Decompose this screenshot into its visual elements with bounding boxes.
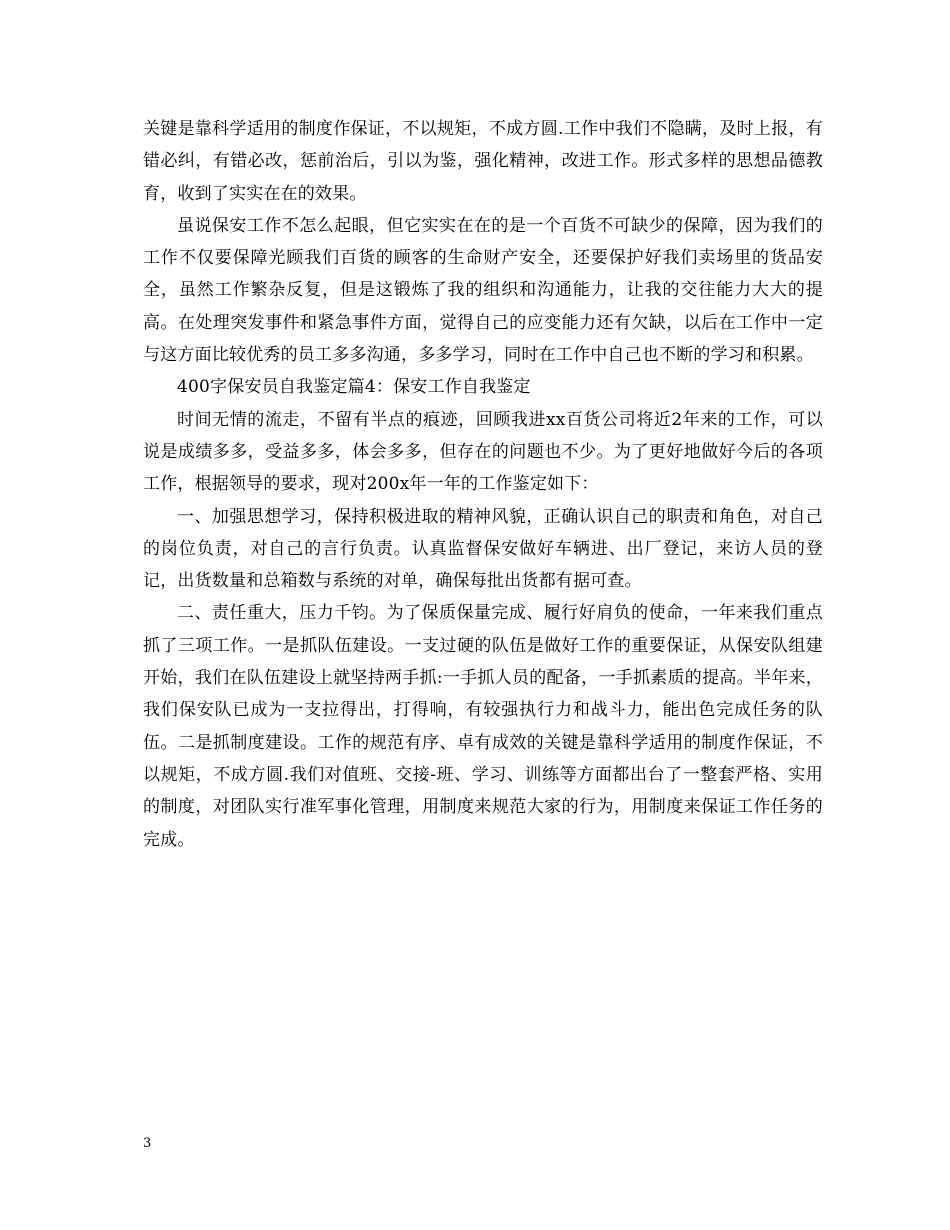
page-number: 3 xyxy=(143,1136,152,1151)
paragraph-point-two: 二、责任重大，压力千钧。为了保质保量完成、履行好肩负的使命，一年来我们重点抓了三项工作。一是抓队伍建设。一支过硬的队伍是做好工作的重要保证，从保安队组建开始，我们在队伍建设上就坚持两手抓:一手抓人员的配备，一手抓素质的提高。半年来，我们保安队已成为一支拉得出，打得响，有较强执行力和战斗力，能出色完成任务的队伍。二是抓制度建设。工作的规范有序、卓有成效的关键是靠科学适用的制度作保证，不以规矩，不成方圆.我们对值班、交接-班、学习、训练等方面都出台了一整套严格、实用的制度，对团队实行准军事化管理，用制度来规范大家的行为，用制度来保证工作任务的完成。 xyxy=(143,603,823,850)
paragraph-security-work-reflection: 虽说保安工作不怎么起眼，但它实实在在的是一个百货不可缺少的保障，因为我们的工作不仅要保障光顾我们百货的顾客的生命财产安全，还要保护好我们卖场里的货品安全，虽然工作繁杂反复，但是这锻炼了我的组织和沟通能力，让我的交往能力大大的提高。在处理突发事件和紧急事件方面，觉得自己的应变能力还有欠缺，以后在工作中一定与这方面比较优秀的员工多多沟通，多多学习，同时在工作中自己也不断的学习和积累。 xyxy=(143,215,823,366)
paragraph-point-one: 一、加强思想学习，保持积极进取的精神风貌，正确认识自己的职责和角色，对自己的岗位负责，对自己的言行负责。认真监督保安做好车辆进、出厂登记，来访人员的登记，出货数量和总箱数与系统的对单，确保每批出货都有据可查。 xyxy=(143,506,823,592)
body-text xyxy=(143,113,823,856)
paragraph-continuation: 关键是靠科学适用的制度作保证，不以规矩，不成方圆.工作中我们不隐瞒，及时上报，有错必纠，有错必改，惩前治后，引以为鉴，强化精神，改进工作。形式多样的思想品德教育，收到了实实在在的效果。 xyxy=(143,119,823,204)
paragraph-introduction: 时间无情的流走，不留有半点的痕迹，回顾我进xx百货公司将近2年来的工作，可以说是成绩多多，受益多多，体会多多，但存在的问题也不少。为了更好地做好今后的各项工作，根据领导的要求，现对200x年一年的工作鉴定如下： xyxy=(143,409,823,495)
section-heading: 400字保安员自我鉴定篇4：保安工作自我鉴定 xyxy=(177,377,531,398)
